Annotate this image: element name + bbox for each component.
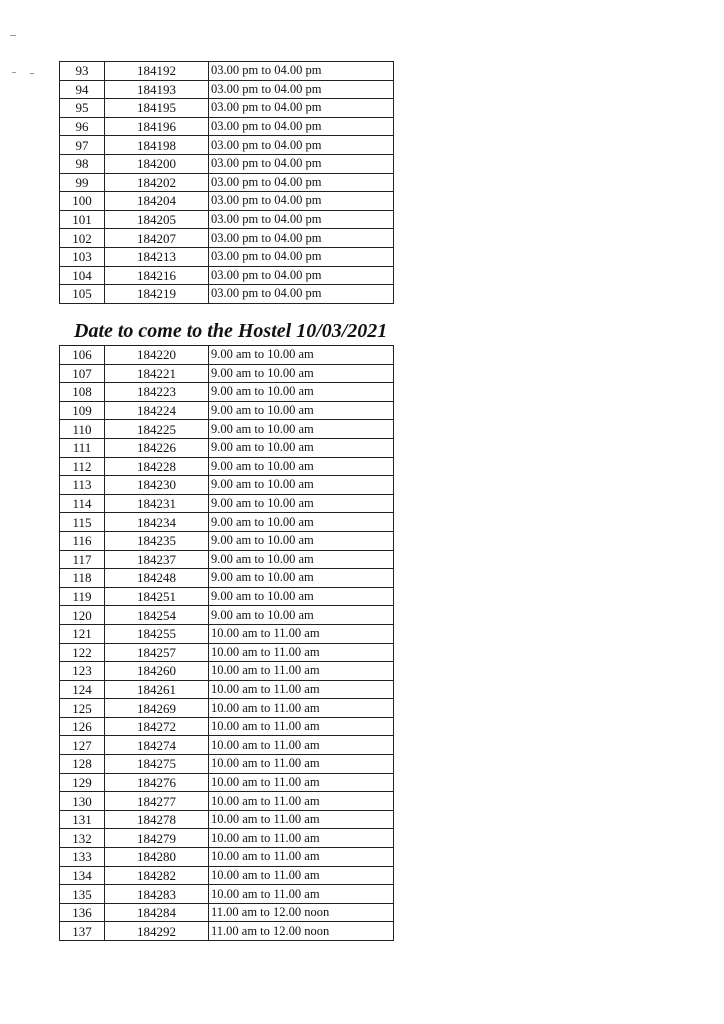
student-id-cell: 184220 (105, 346, 209, 365)
table-row (60, 736, 394, 755)
table-row (60, 885, 394, 904)
time-slot-cell: 9.00 am to 10.00 am (209, 531, 394, 550)
student-id-cell: 184224 (105, 401, 209, 420)
student-id-cell: 184272 (105, 717, 209, 736)
table-row (60, 550, 394, 569)
time-slot-cell: 10.00 am to 11.00 am (209, 885, 394, 904)
student-id-cell: 184276 (105, 773, 209, 792)
student-id-cell: 184226 (105, 438, 209, 457)
serial-number-cell: 129 (60, 773, 105, 792)
table-row (60, 192, 394, 211)
serial-number-cell: 137 (60, 922, 105, 941)
serial-number-cell: 127 (60, 736, 105, 755)
student-id-cell: 184198 (105, 136, 209, 155)
table-row (60, 173, 394, 192)
serial-number-cell: 120 (60, 606, 105, 625)
time-slot-cell: 10.00 am to 11.00 am (209, 717, 394, 736)
student-id-cell: 184275 (105, 755, 209, 774)
serial-number-cell: 113 (60, 476, 105, 495)
student-id-cell: 184261 (105, 680, 209, 699)
table-row (60, 606, 394, 625)
student-id-cell: 184231 (105, 494, 209, 513)
table-row (60, 438, 394, 457)
serial-number-cell: 136 (60, 903, 105, 922)
student-id-cell: 184292 (105, 922, 209, 941)
serial-number-cell: 118 (60, 569, 105, 588)
section-heading: Date to come to the Hostel 10/03/2021 (74, 320, 388, 342)
time-slot-cell: 9.00 am to 10.00 am (209, 346, 394, 365)
table-row (60, 717, 394, 736)
table-row (60, 494, 394, 513)
student-id-cell: 184225 (105, 420, 209, 439)
time-slot-cell: 03.00 pm to 04.00 pm (209, 173, 394, 192)
serial-number-cell: 104 (60, 266, 105, 285)
serial-number-cell: 103 (60, 247, 105, 266)
student-id-cell: 184230 (105, 476, 209, 495)
schedule-table-1 (59, 61, 394, 304)
time-slot-cell: 03.00 pm to 04.00 pm (209, 285, 394, 304)
student-id-cell: 184254 (105, 606, 209, 625)
time-slot-cell: 11.00 am to 12.00 noon (209, 903, 394, 922)
serial-number-cell: 132 (60, 829, 105, 848)
time-slot-cell: 10.00 am to 11.00 am (209, 662, 394, 681)
student-id-cell: 184274 (105, 736, 209, 755)
time-slot-cell: 9.00 am to 10.00 am (209, 587, 394, 606)
student-id-cell: 184221 (105, 364, 209, 383)
time-slot-cell: 10.00 am to 11.00 am (209, 848, 394, 867)
time-slot-cell: 03.00 pm to 04.00 pm (209, 99, 394, 118)
serial-number-cell: 96 (60, 117, 105, 136)
serial-number-cell: 98 (60, 154, 105, 173)
table-row (60, 699, 394, 718)
time-slot-cell: 9.00 am to 10.00 am (209, 606, 394, 625)
serial-number-cell: 121 (60, 624, 105, 643)
serial-number-cell: 106 (60, 346, 105, 365)
serial-number-cell: 122 (60, 643, 105, 662)
table-row (60, 229, 394, 248)
student-id-cell: 184196 (105, 117, 209, 136)
student-id-cell: 184237 (105, 550, 209, 569)
time-slot-cell: 10.00 am to 11.00 am (209, 643, 394, 662)
time-slot-cell: 9.00 am to 10.00 am (209, 383, 394, 402)
student-id-cell: 184280 (105, 848, 209, 867)
time-slot-cell: 03.00 pm to 04.00 pm (209, 80, 394, 99)
serial-number-cell: 133 (60, 848, 105, 867)
serial-number-cell: 117 (60, 550, 105, 569)
time-slot-cell: 9.00 am to 10.00 am (209, 364, 394, 383)
time-slot-cell: 9.00 am to 10.00 am (209, 438, 394, 457)
time-slot-cell: 10.00 am to 11.00 am (209, 699, 394, 718)
table-row (60, 624, 394, 643)
table-row (60, 922, 394, 941)
table-row (60, 903, 394, 922)
time-slot-cell: 03.00 pm to 04.00 pm (209, 266, 394, 285)
serial-number-cell: 109 (60, 401, 105, 420)
table-row (60, 662, 394, 681)
serial-number-cell: 131 (60, 810, 105, 829)
table-row (60, 643, 394, 662)
table-row (60, 401, 394, 420)
time-slot-cell: 03.00 pm to 04.00 pm (209, 136, 394, 155)
time-slot-cell: 03.00 pm to 04.00 pm (209, 62, 394, 81)
student-id-cell: 184228 (105, 457, 209, 476)
serial-number-cell: 107 (60, 364, 105, 383)
student-id-cell: 184255 (105, 624, 209, 643)
table-row (60, 531, 394, 550)
serial-number-cell: 94 (60, 80, 105, 99)
time-slot-cell: 9.00 am to 10.00 am (209, 550, 394, 569)
student-id-cell: 184251 (105, 587, 209, 606)
student-id-cell: 184277 (105, 792, 209, 811)
student-id-cell: 184284 (105, 903, 209, 922)
serial-number-cell: 108 (60, 383, 105, 402)
student-id-cell: 184234 (105, 513, 209, 532)
student-id-cell: 184205 (105, 210, 209, 229)
time-slot-cell: 9.00 am to 10.00 am (209, 457, 394, 476)
time-slot-cell: 9.00 am to 10.00 am (209, 420, 394, 439)
table-row (60, 285, 394, 304)
schedule-table-2 (59, 345, 394, 941)
table-row (60, 99, 394, 118)
schedule-table-1-body (60, 62, 394, 304)
student-id-cell: 184213 (105, 247, 209, 266)
time-slot-cell: 10.00 am to 11.00 am (209, 736, 394, 755)
time-slot-cell: 10.00 am to 11.00 am (209, 810, 394, 829)
table-row (60, 866, 394, 885)
serial-number-cell: 93 (60, 62, 105, 81)
scan-speck (10, 35, 16, 36)
time-slot-cell: 10.00 am to 11.00 am (209, 866, 394, 885)
table-row (60, 773, 394, 792)
scan-speck (12, 72, 16, 73)
serial-number-cell: 101 (60, 210, 105, 229)
time-slot-cell: 10.00 am to 11.00 am (209, 829, 394, 848)
time-slot-cell: 03.00 pm to 04.00 pm (209, 154, 394, 173)
student-id-cell: 184279 (105, 829, 209, 848)
student-id-cell: 184193 (105, 80, 209, 99)
serial-number-cell: 102 (60, 229, 105, 248)
student-id-cell: 184200 (105, 154, 209, 173)
student-id-cell: 184283 (105, 885, 209, 904)
time-slot-cell: 9.00 am to 10.00 am (209, 401, 394, 420)
table-row (60, 62, 394, 81)
table-row (60, 513, 394, 532)
table-row (60, 346, 394, 365)
table-row (60, 210, 394, 229)
time-slot-cell: 03.00 pm to 04.00 pm (209, 117, 394, 136)
table-row (60, 569, 394, 588)
student-id-cell: 184219 (105, 285, 209, 304)
time-slot-cell: 10.00 am to 11.00 am (209, 773, 394, 792)
table-row (60, 364, 394, 383)
student-id-cell: 184223 (105, 383, 209, 402)
student-id-cell: 184260 (105, 662, 209, 681)
time-slot-cell: 10.00 am to 11.00 am (209, 755, 394, 774)
table-row (60, 810, 394, 829)
table-row (60, 420, 394, 439)
student-id-cell: 184282 (105, 866, 209, 885)
time-slot-cell: 9.00 am to 10.00 am (209, 513, 394, 532)
table-row (60, 755, 394, 774)
time-slot-cell: 03.00 pm to 04.00 pm (209, 210, 394, 229)
schedule-table-2-body (60, 346, 394, 941)
serial-number-cell: 97 (60, 136, 105, 155)
table-row (60, 829, 394, 848)
time-slot-cell: 10.00 am to 11.00 am (209, 792, 394, 811)
serial-number-cell: 115 (60, 513, 105, 532)
serial-number-cell: 116 (60, 531, 105, 550)
table-row (60, 792, 394, 811)
table-row (60, 266, 394, 285)
serial-number-cell: 134 (60, 866, 105, 885)
student-id-cell: 184278 (105, 810, 209, 829)
scan-speck (30, 73, 34, 74)
time-slot-cell: 11.00 am to 12.00 noon (209, 922, 394, 941)
table-row (60, 476, 394, 495)
serial-number-cell: 119 (60, 587, 105, 606)
table-row (60, 247, 394, 266)
student-id-cell: 184235 (105, 531, 209, 550)
time-slot-cell: 03.00 pm to 04.00 pm (209, 192, 394, 211)
serial-number-cell: 111 (60, 438, 105, 457)
student-id-cell: 184257 (105, 643, 209, 662)
serial-number-cell: 110 (60, 420, 105, 439)
serial-number-cell: 126 (60, 717, 105, 736)
student-id-cell: 184248 (105, 569, 209, 588)
student-id-cell: 184207 (105, 229, 209, 248)
serial-number-cell: 105 (60, 285, 105, 304)
serial-number-cell: 128 (60, 755, 105, 774)
table-row (60, 117, 394, 136)
table-row (60, 848, 394, 867)
student-id-cell: 184269 (105, 699, 209, 718)
serial-number-cell: 124 (60, 680, 105, 699)
time-slot-cell: 03.00 pm to 04.00 pm (209, 247, 394, 266)
time-slot-cell: 10.00 am to 11.00 am (209, 680, 394, 699)
time-slot-cell: 9.00 am to 10.00 am (209, 494, 394, 513)
serial-number-cell: 99 (60, 173, 105, 192)
table-row (60, 154, 394, 173)
table-row (60, 383, 394, 402)
table-row (60, 457, 394, 476)
table-row (60, 80, 394, 99)
serial-number-cell: 135 (60, 885, 105, 904)
student-id-cell: 184195 (105, 99, 209, 118)
time-slot-cell: 9.00 am to 10.00 am (209, 476, 394, 495)
table-row (60, 680, 394, 699)
serial-number-cell: 100 (60, 192, 105, 211)
student-id-cell: 184204 (105, 192, 209, 211)
table-row (60, 136, 394, 155)
serial-number-cell: 95 (60, 99, 105, 118)
table-row (60, 587, 394, 606)
student-id-cell: 184216 (105, 266, 209, 285)
serial-number-cell: 130 (60, 792, 105, 811)
serial-number-cell: 114 (60, 494, 105, 513)
student-id-cell: 184192 (105, 62, 209, 81)
time-slot-cell: 9.00 am to 10.00 am (209, 569, 394, 588)
serial-number-cell: 112 (60, 457, 105, 476)
serial-number-cell: 125 (60, 699, 105, 718)
time-slot-cell: 03.00 pm to 04.00 pm (209, 229, 394, 248)
serial-number-cell: 123 (60, 662, 105, 681)
student-id-cell: 184202 (105, 173, 209, 192)
time-slot-cell: 10.00 am to 11.00 am (209, 624, 394, 643)
